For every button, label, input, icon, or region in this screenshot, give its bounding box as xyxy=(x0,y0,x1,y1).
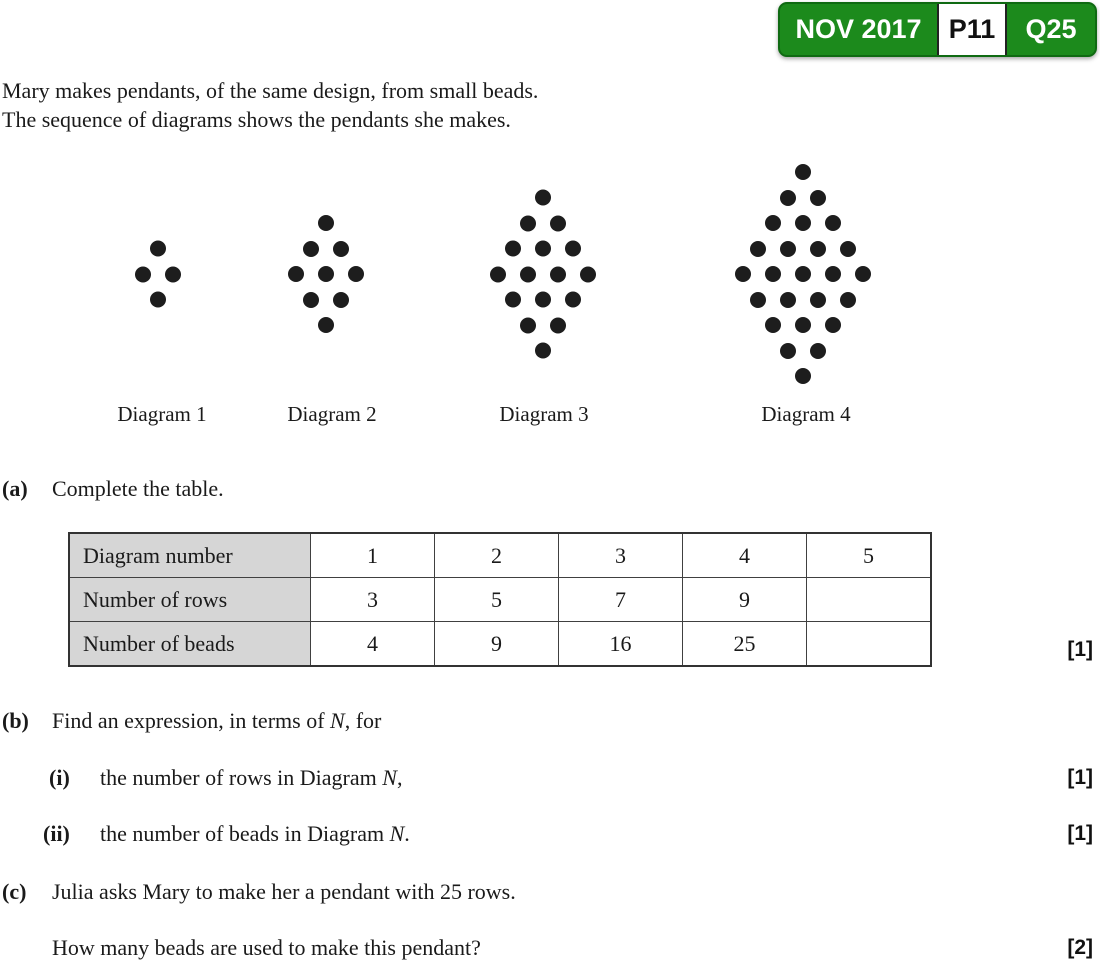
bead-dot xyxy=(135,266,151,282)
pendant-diagram-1 xyxy=(135,241,181,308)
badge-question-label: Q25 xyxy=(1025,14,1077,44)
variable-n: N xyxy=(389,821,405,846)
bead-dot xyxy=(765,317,781,333)
bead-dot xyxy=(165,266,181,282)
bead-row xyxy=(750,241,856,257)
bead-row xyxy=(765,317,841,333)
table-cell: 5 xyxy=(807,533,932,578)
question-b-i-label: (i) xyxy=(49,765,70,790)
table-cell: 4 xyxy=(683,533,807,578)
bead-row xyxy=(303,241,349,257)
table-row xyxy=(69,533,931,578)
question-b-ii-label: (ii) xyxy=(43,821,70,846)
table-cell: 1 xyxy=(311,533,435,578)
bead-row xyxy=(735,266,871,282)
bead-dot xyxy=(150,292,166,308)
pendant-diagram-4 xyxy=(735,164,871,384)
bead-row xyxy=(303,292,349,308)
pendant-diagram-3 xyxy=(490,190,596,359)
bead-dot xyxy=(318,266,334,282)
bead-dot xyxy=(490,266,506,282)
bead-dot xyxy=(795,317,811,333)
bead-dot xyxy=(550,317,566,333)
intro-line-2: The sequence of diagrams shows the pendants she makes. xyxy=(2,107,511,132)
bead-row xyxy=(795,164,811,180)
variable-n: N xyxy=(330,708,345,733)
diagram-2-label: Diagram 2 xyxy=(287,402,377,426)
bead-dot xyxy=(565,292,581,308)
question-a-text: Complete the table. xyxy=(52,476,224,501)
table-cell: 7 xyxy=(559,578,683,622)
question-b-text-before: Find an expression, in terms of xyxy=(52,708,331,733)
question-c-line-2: How many beads are used to make this pendant? xyxy=(52,935,481,960)
question-b-ii-text-before: the number of beads in Diagram xyxy=(100,821,390,846)
bead-row xyxy=(150,292,166,308)
bead-dot xyxy=(550,215,566,231)
bead-dot xyxy=(150,241,166,257)
bead-dot xyxy=(795,215,811,231)
bead-row xyxy=(490,266,596,282)
table-cell-blank xyxy=(807,578,932,622)
pendant-diagram-2 xyxy=(288,215,364,333)
bead-dot xyxy=(765,215,781,231)
bead-dot xyxy=(810,343,826,359)
bead-dot xyxy=(795,368,811,384)
bead-row xyxy=(765,215,841,231)
table-cell: 25 xyxy=(683,622,807,667)
table-cell: 16 xyxy=(559,622,683,667)
question-c-label: (c) xyxy=(2,879,27,904)
bead-dot xyxy=(780,190,796,206)
table-cell: 3 xyxy=(559,533,683,578)
bead-dot xyxy=(318,317,334,333)
badge-session-label: NOV 2017 xyxy=(795,14,922,44)
bead-dot xyxy=(840,292,856,308)
bead-row xyxy=(520,317,566,333)
question-b-i-line xyxy=(49,766,402,790)
sequence-table xyxy=(68,532,932,667)
variable-n: N xyxy=(382,765,397,790)
question-b-i-text-after: , xyxy=(396,765,403,790)
diagram-1-label: Diagram 1 xyxy=(117,402,207,426)
question-b-line xyxy=(2,709,381,733)
badge-paper-label: P11 xyxy=(937,4,1007,55)
bead-dot xyxy=(550,266,566,282)
bead-dot xyxy=(303,241,319,257)
table-cell: 3 xyxy=(311,578,435,622)
bead-dot xyxy=(810,190,826,206)
mark-b-ii: [1] xyxy=(1067,822,1093,845)
bead-dot xyxy=(795,164,811,180)
bead-dot xyxy=(348,266,364,282)
bead-dot xyxy=(580,266,596,282)
bead-row xyxy=(135,266,181,282)
diagram-4-label: Diagram 4 xyxy=(761,402,851,426)
row-header-cell: Number of rows xyxy=(69,578,311,622)
bead-row xyxy=(150,241,166,257)
bead-row xyxy=(505,292,581,308)
table-cell: 5 xyxy=(435,578,559,622)
question-b-label: (b) xyxy=(2,708,29,733)
question-b-i-text-before: the number of rows in Diagram xyxy=(100,765,383,790)
bead-dot xyxy=(535,190,551,206)
bead-dot xyxy=(303,292,319,308)
question-c-line-1 xyxy=(2,880,516,904)
bead-dot xyxy=(565,241,581,257)
row-header-cell: Diagram number xyxy=(69,533,311,578)
bead-dot xyxy=(520,317,536,333)
bead-dot xyxy=(825,317,841,333)
bead-dot xyxy=(750,241,766,257)
paper-reference-badge xyxy=(778,2,1097,57)
bead-dot xyxy=(825,215,841,231)
table-cell: 2 xyxy=(435,533,559,578)
bead-dot xyxy=(780,241,796,257)
bead-row xyxy=(795,368,811,384)
row-header-cell: Number of beads xyxy=(69,622,311,667)
bead-row xyxy=(535,343,551,359)
bead-dot xyxy=(505,292,521,308)
bead-dot xyxy=(810,292,826,308)
mark-b-i: [1] xyxy=(1067,766,1093,789)
bead-row xyxy=(318,317,334,333)
bead-dot xyxy=(780,343,796,359)
table-cell: 4 xyxy=(311,622,435,667)
bead-row xyxy=(288,266,364,282)
bead-dot xyxy=(333,292,349,308)
bead-dot xyxy=(795,266,811,282)
bead-row xyxy=(750,292,856,308)
bead-dot xyxy=(765,266,781,282)
mark-a: [1] xyxy=(1067,638,1093,661)
diagram-3-label: Diagram 3 xyxy=(499,402,589,426)
bead-dot xyxy=(520,215,536,231)
question-a-line xyxy=(2,477,224,501)
table-cell: 9 xyxy=(683,578,807,622)
bead-dot xyxy=(333,241,349,257)
question-a-label: (a) xyxy=(2,476,28,501)
table-row xyxy=(69,578,931,622)
bead-dot xyxy=(520,266,536,282)
bead-row xyxy=(318,215,334,231)
bead-dot xyxy=(780,292,796,308)
table-cell-blank xyxy=(807,622,932,667)
bead-dot xyxy=(535,292,551,308)
bead-row xyxy=(535,190,551,206)
bead-dot xyxy=(825,266,841,282)
bead-dot xyxy=(535,241,551,257)
bead-dot xyxy=(855,266,871,282)
bead-dot xyxy=(318,215,334,231)
bead-dot xyxy=(750,292,766,308)
bead-dot xyxy=(505,241,521,257)
bead-dot xyxy=(840,241,856,257)
mark-c: [2] xyxy=(1067,936,1093,959)
bead-row xyxy=(520,215,566,231)
bead-row xyxy=(505,241,581,257)
question-b-ii-text-after: . xyxy=(404,821,410,846)
question-b-text-after: , for xyxy=(344,708,382,733)
bead-dot xyxy=(810,241,826,257)
bead-dot xyxy=(535,343,551,359)
question-c-text: Julia asks Mary to make her a pendant with 25 rows. xyxy=(52,879,516,904)
bead-row xyxy=(780,190,826,206)
bead-row xyxy=(780,343,826,359)
table-row xyxy=(69,622,931,667)
question-b-ii-line xyxy=(43,822,410,846)
table-cell: 9 xyxy=(435,622,559,667)
bead-dot xyxy=(288,266,304,282)
intro-line-1: Mary makes pendants, of the same design, from small beads. xyxy=(2,78,539,103)
bead-dot xyxy=(735,266,751,282)
